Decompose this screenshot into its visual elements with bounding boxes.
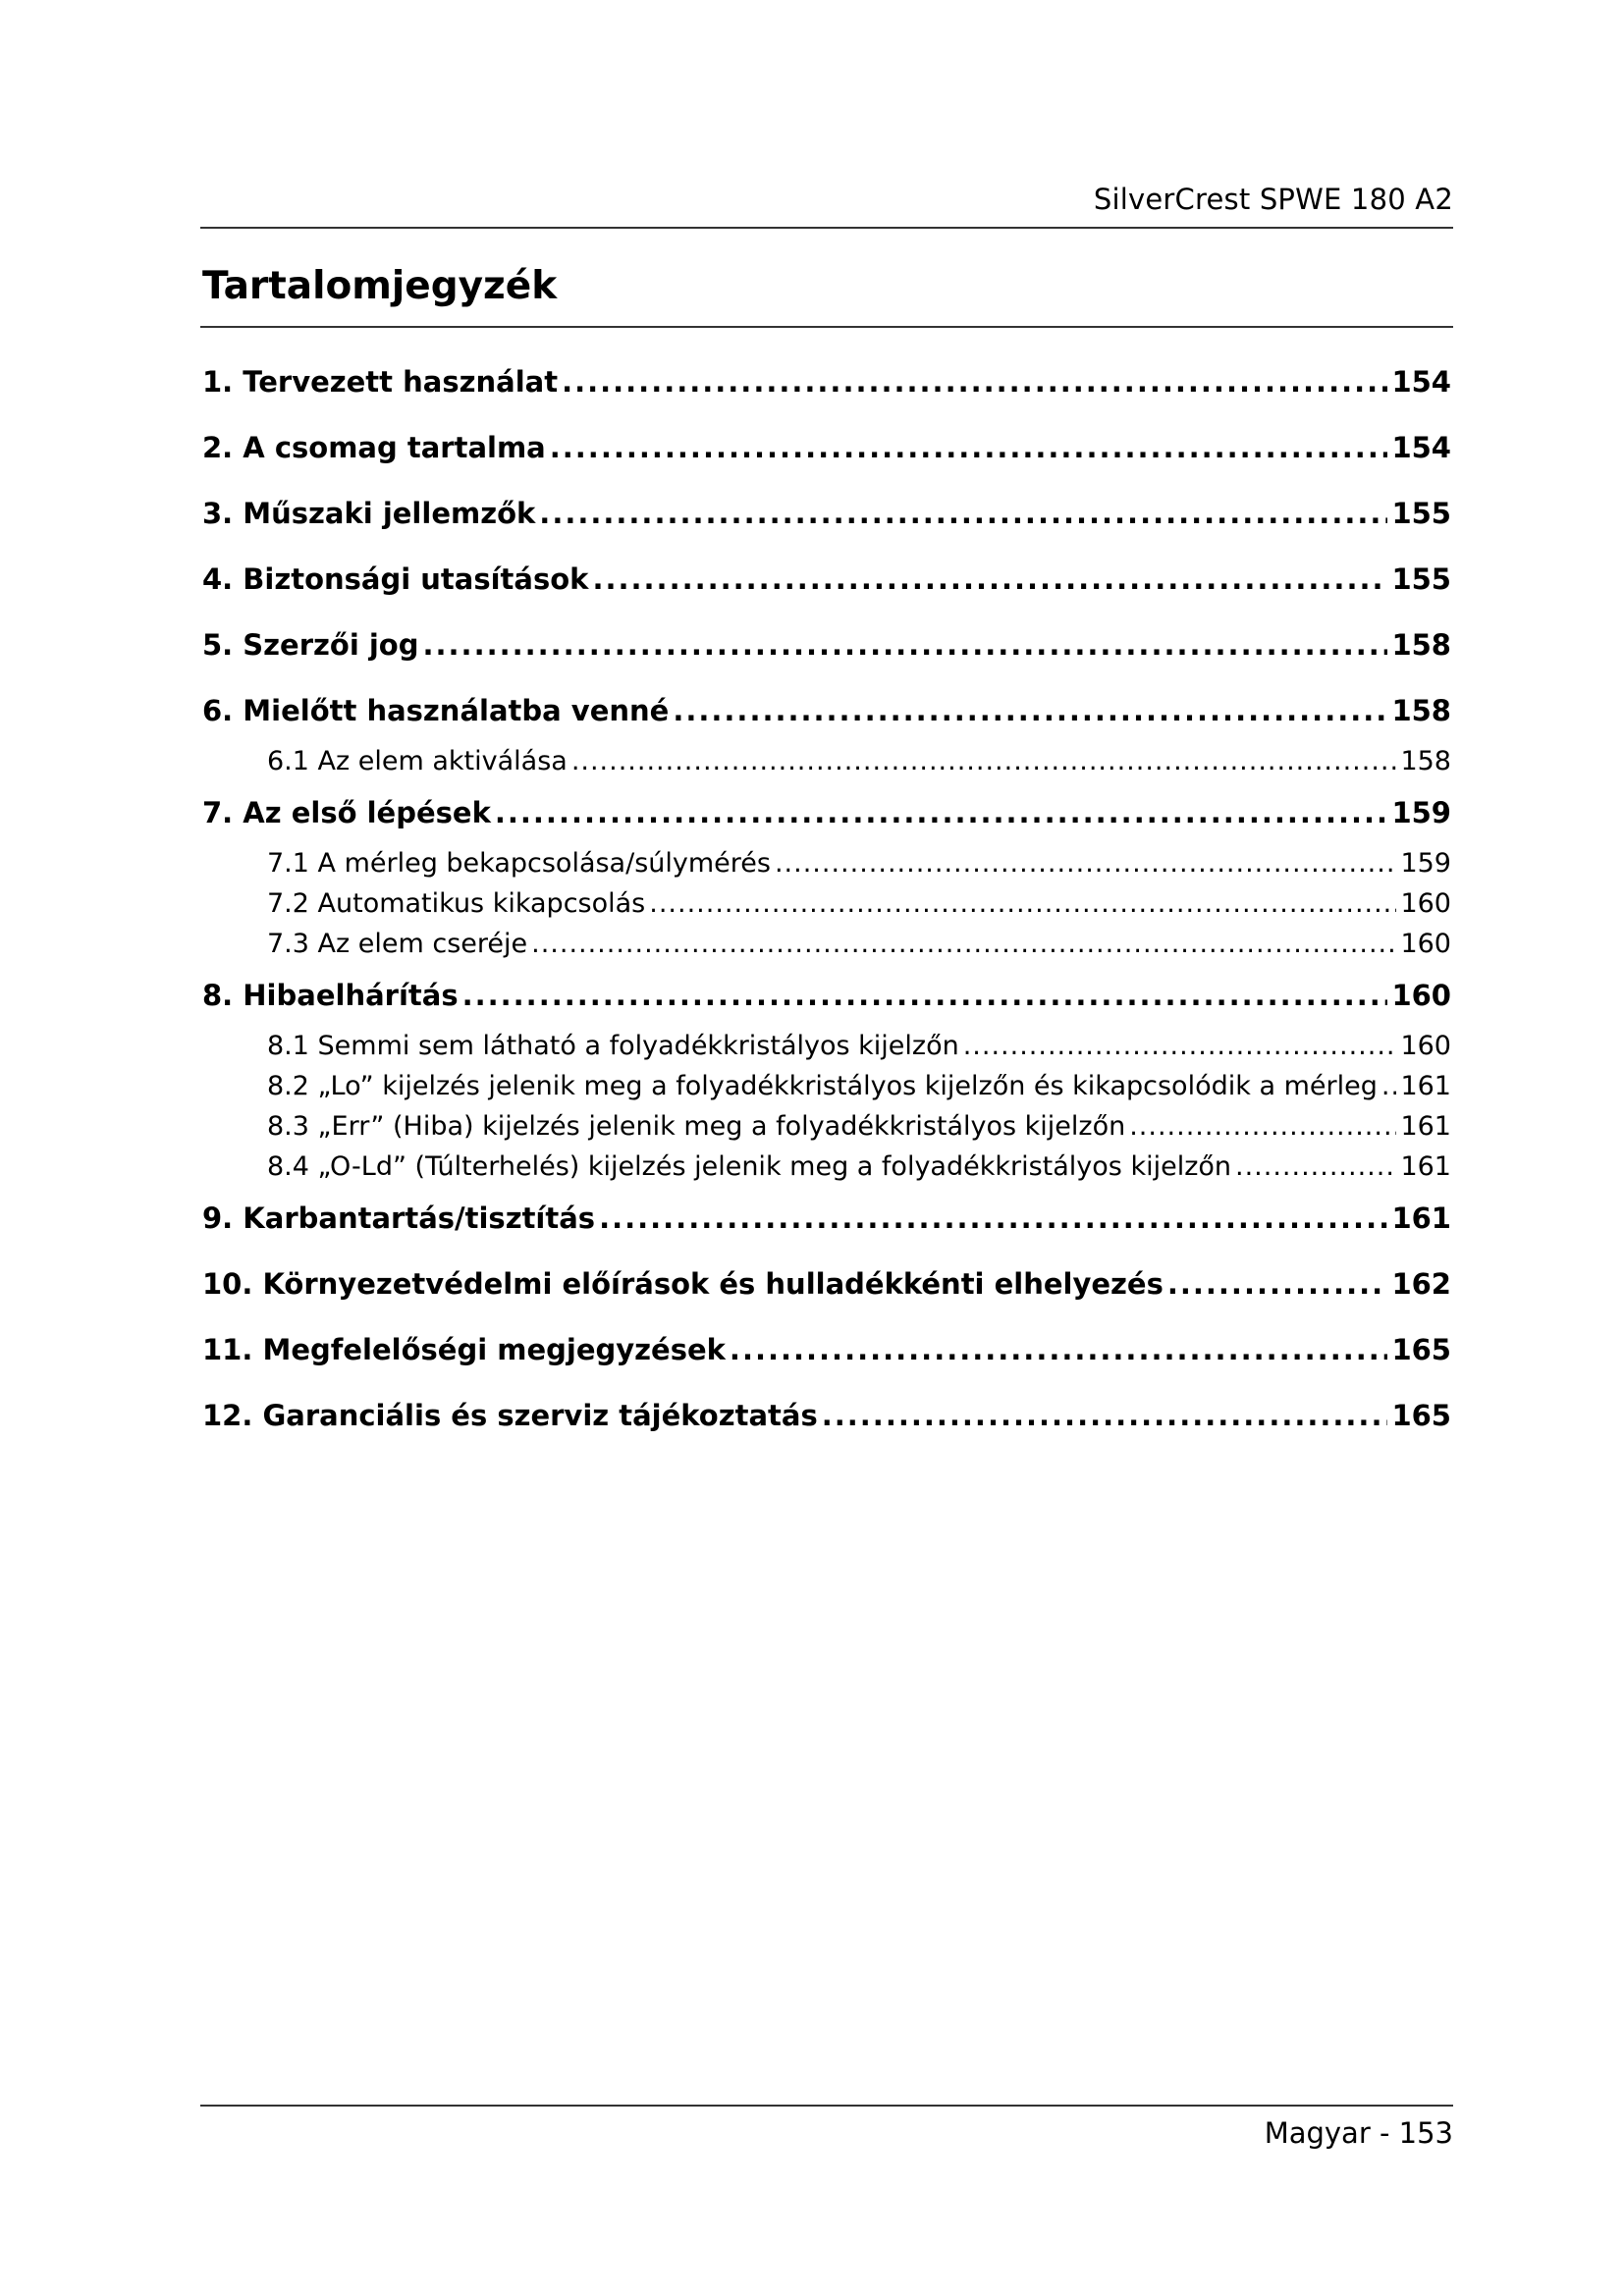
toc-entry-label: 4. Biztonsági utasítások bbox=[202, 562, 589, 596]
toc-chapter-entry[interactable] bbox=[202, 497, 1451, 532]
toc-dot-leader bbox=[599, 1201, 1387, 1235]
toc-dot-leader bbox=[775, 848, 1396, 879]
toc-dot-leader bbox=[649, 888, 1396, 919]
toc-entry-page-number: 162 bbox=[1391, 1267, 1451, 1301]
toc-entry-label: 12. Garanciális és szerviz tájékoztatás bbox=[202, 1399, 818, 1432]
toc-entry-label: 9. Karbantartás/tisztítás bbox=[202, 1201, 596, 1235]
title-divider bbox=[200, 326, 1453, 328]
toc-entry-page-number: 160 bbox=[1400, 1031, 1451, 1061]
toc-section-entry[interactable] bbox=[202, 746, 1451, 785]
toc-entry-page-number: 161 bbox=[1400, 1111, 1451, 1142]
toc-entry-page-number: 154 bbox=[1391, 431, 1451, 464]
toc-chapter-entry[interactable] bbox=[202, 796, 1451, 831]
toc-section-entry[interactable] bbox=[202, 929, 1451, 968]
toc-chapter-entry[interactable] bbox=[202, 1201, 1451, 1237]
toc-section-entry[interactable] bbox=[202, 1111, 1451, 1150]
toc-dot-leader bbox=[531, 929, 1396, 959]
toc-chapter-entry[interactable] bbox=[202, 979, 1451, 1014]
toc-dot-leader bbox=[571, 746, 1397, 776]
toc-dot-leader bbox=[592, 562, 1387, 596]
toc-dot-leader bbox=[673, 694, 1387, 727]
toc-entry-page-number: 155 bbox=[1391, 497, 1451, 530]
toc-dot-leader bbox=[462, 979, 1388, 1012]
toc-entry-label: 5. Szerzői jog bbox=[202, 628, 419, 662]
toc-section-entry[interactable] bbox=[202, 1151, 1451, 1191]
page-title: Tartalomjegyzék bbox=[202, 264, 558, 308]
toc-section-entry[interactable] bbox=[202, 1071, 1451, 1110]
toc-entry-label: 7. Az első lépések bbox=[202, 796, 491, 829]
toc-entry-page-number: 158 bbox=[1391, 628, 1451, 662]
toc-chapter-entry[interactable] bbox=[202, 431, 1451, 466]
toc-entry-label: 8.1 Semmi sem látható a folyadékkristályos kijelzőn bbox=[267, 1031, 959, 1061]
toc-entry-page-number: 161 bbox=[1391, 1201, 1451, 1235]
toc-entry-page-number: 154 bbox=[1391, 365, 1451, 399]
toc-entry-label: 8.4 „O-Ld” (Túlterhelés) kijelzés jelenik meg a folyadékkristályos kijelzőn bbox=[267, 1151, 1231, 1182]
toc-entry-page-number: 161 bbox=[1400, 1071, 1451, 1101]
toc-entry-page-number: 158 bbox=[1400, 746, 1451, 776]
toc-entry-page-number: 161 bbox=[1400, 1151, 1451, 1182]
toc-entry-label: 2. A csomag tartalma bbox=[202, 431, 546, 464]
toc-entry-label: 8.3 „Err” (Hiba) kijelzés jelenik meg a folyadékkristályos kijelzőn bbox=[267, 1111, 1126, 1142]
toc-chapter-entry[interactable] bbox=[202, 1267, 1451, 1303]
toc-entry-label: 1. Tervezett használat bbox=[202, 365, 559, 399]
toc-entry-label: 7.3 Az elem cseréje bbox=[267, 929, 528, 959]
toc-entry-page-number: 155 bbox=[1391, 562, 1451, 596]
toc-entry-page-number: 160 bbox=[1391, 979, 1451, 1012]
toc-dot-leader bbox=[562, 365, 1387, 399]
toc-entry-page-number: 165 bbox=[1391, 1399, 1451, 1432]
toc-chapter-entry[interactable] bbox=[202, 628, 1451, 664]
toc-entry-page-number: 159 bbox=[1400, 848, 1451, 879]
toc-dot-leader bbox=[423, 628, 1388, 662]
toc-entry-label: 6. Mielőtt használatba venné bbox=[202, 694, 670, 727]
toc-chapter-entry[interactable] bbox=[202, 562, 1451, 598]
footer-divider bbox=[200, 2105, 1453, 2107]
toc-entry-page-number: 160 bbox=[1400, 929, 1451, 959]
toc-entry-page-number: 158 bbox=[1391, 694, 1451, 727]
toc-chapter-entry[interactable] bbox=[202, 1333, 1451, 1368]
toc-dot-leader bbox=[822, 1399, 1388, 1432]
toc-chapter-entry[interactable] bbox=[202, 365, 1451, 400]
toc-dot-leader bbox=[1167, 1267, 1388, 1301]
toc-entry-page-number: 159 bbox=[1391, 796, 1451, 829]
toc-entry-label: 7.1 A mérleg bekapcsolása/súlymérés bbox=[267, 848, 771, 879]
toc-dot-leader bbox=[730, 1333, 1388, 1366]
toc-section-entry[interactable] bbox=[202, 848, 1451, 887]
toc-dot-leader bbox=[1381, 1071, 1397, 1101]
running-header: SilverCrest SPWE 180 A2 bbox=[1093, 183, 1453, 216]
toc-chapter-entry[interactable] bbox=[202, 1399, 1451, 1434]
toc-entry-label: 8. Hibaelhárítás bbox=[202, 979, 459, 1012]
toc-entry-label: 7.2 Automatikus kikapcsolás bbox=[267, 888, 646, 919]
toc-entry-page-number: 165 bbox=[1391, 1333, 1451, 1366]
page-number-footer: Magyar - 153 bbox=[1264, 2116, 1453, 2150]
toc-dot-leader bbox=[495, 796, 1388, 829]
toc-entry-page-number: 160 bbox=[1400, 888, 1451, 919]
toc-entry-label: 10. Környezetvédelmi előírások és hulladékkénti elhelyezés bbox=[202, 1267, 1164, 1301]
toc-entry-label: 6.1 Az elem aktiválása bbox=[267, 746, 568, 776]
toc-entry-label: 8.2 „Lo” kijelzés jelenik meg a folyadékkristályos kijelzőn és kikapcsolódik a mérleg bbox=[267, 1071, 1378, 1101]
toc-dot-leader bbox=[550, 431, 1388, 464]
toc-entry-label: 11. Megfelelőségi megjegyzések bbox=[202, 1333, 726, 1366]
toc-dot-leader bbox=[539, 497, 1387, 530]
toc-dot-leader bbox=[1129, 1111, 1396, 1142]
table-of-contents bbox=[202, 365, 1451, 1465]
toc-section-entry[interactable] bbox=[202, 1031, 1451, 1070]
toc-section-entry[interactable] bbox=[202, 888, 1451, 928]
header-divider bbox=[200, 227, 1453, 229]
toc-chapter-entry[interactable] bbox=[202, 694, 1451, 729]
toc-dot-leader bbox=[1235, 1151, 1396, 1182]
toc-entry-label: 3. Műszaki jellemzők bbox=[202, 497, 536, 530]
toc-dot-leader bbox=[963, 1031, 1397, 1061]
